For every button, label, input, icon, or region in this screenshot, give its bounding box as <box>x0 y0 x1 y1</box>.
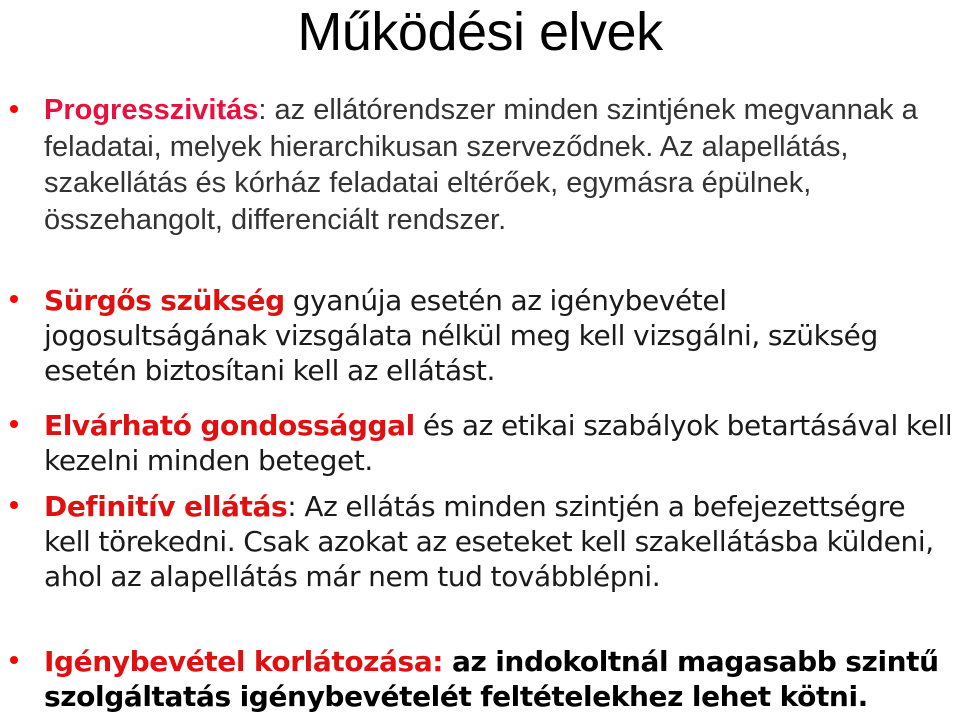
bullet-text <box>44 408 956 478</box>
bullet-body: Az ellátás minden szintjén a befejezettségre kell törekedni. Csak azokat az eseteket kell szakellátásba küldeni, ahol az alapellátás már nem tud továbblépni. <box>44 490 934 593</box>
bullet-body: az ellátórendszer minden szintjének megvannak a feladatai, melyek hierarchikusan szerveződnek. Az alapellátás, szakellátás és kórház feladatai eltérőek, egymásra épülnek, összehangolt, differenciált rendszer. <box>44 94 918 236</box>
bullet-dot-icon <box>10 656 18 664</box>
bullet-text <box>44 644 956 714</box>
bullet-separator: : <box>258 94 267 126</box>
bullet-keyword: Igénybevétel korlátozása: <box>44 645 444 678</box>
bullet-keyword: Elvárható gondossággal <box>44 409 415 442</box>
bullet-text <box>44 283 956 388</box>
bullet-dot-icon <box>10 105 18 113</box>
bullet-body: az indokoltnál magasabb szintű szolgáltatás igénybevételét feltételekhez lehet kötni. <box>44 645 939 713</box>
slide-title: Működési elvek <box>297 2 663 62</box>
bullet-keyword: Sürgős szükség <box>44 284 285 317</box>
bullet-body: gyanúja esetén az igénybevétel jogosultságának vizsgálata nélkül meg kell vizsgálni, szükség esetén biztosítani kell az ellátást. <box>44 284 878 387</box>
bullet-keyword: Definitív ellátás <box>44 490 288 523</box>
bullet-dot-icon <box>10 420 18 428</box>
bullet-text <box>44 489 956 594</box>
bullet-body: és az etikai szabályok betartásával kell kezelni minden beteget. <box>44 409 953 477</box>
bullet-keyword: Progresszivitás <box>44 94 259 126</box>
bullet-text <box>44 92 956 238</box>
bullet-separator: : <box>287 490 297 523</box>
bullet-dot-icon <box>10 295 18 303</box>
bullet-dot-icon <box>10 501 18 509</box>
